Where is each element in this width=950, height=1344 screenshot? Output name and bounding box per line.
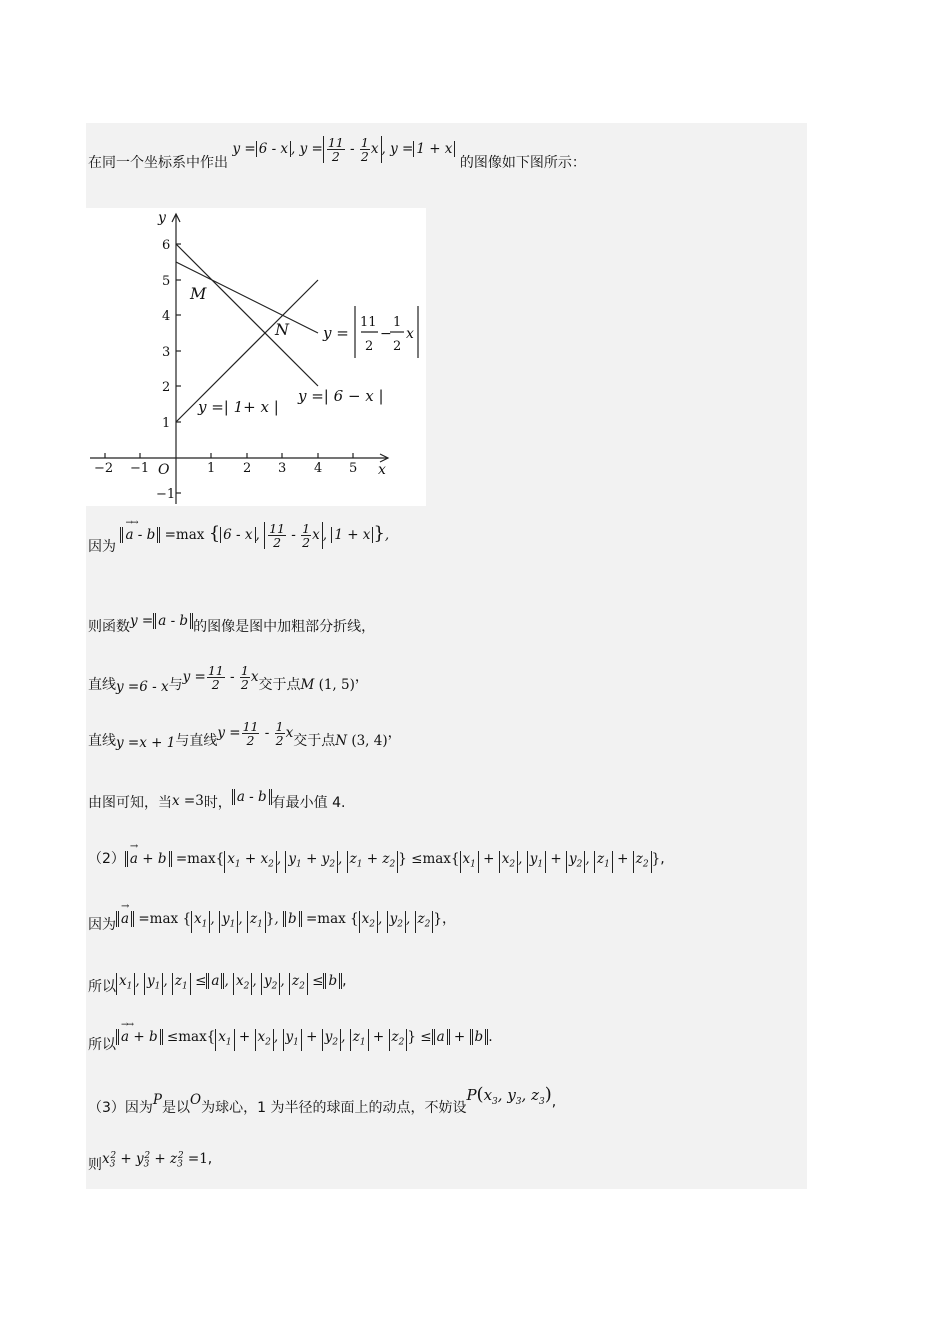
y-axis-label: y xyxy=(158,210,166,226)
x-tick-4: 4 xyxy=(314,461,323,476)
label3-num2: 1 xyxy=(393,315,402,330)
l4-point: M (1, 5) xyxy=(300,677,355,693)
l12-prefix: 则 xyxy=(88,1157,102,1173)
y-tick-marks xyxy=(176,244,181,493)
l4-eq1: y =6 - x xyxy=(116,679,169,695)
l9-prefix: 所以 xyxy=(88,979,116,995)
line1-label: y =| 1+ x | xyxy=(198,398,279,416)
l4-prefix: 直线 xyxy=(88,677,116,693)
l5-eq1: y =x + 1 xyxy=(116,735,176,751)
l7-formula: → a + b =max{ $x_1 + x_2$ , $y_1 + y_2$ , $z_1 + z_2$ } ≤max{ $x_1 + x_2$ , $y_1 + y_2$ , $z_1 + z_2$ } xyxy=(125,851,660,867)
l5-point: N (3, 4) xyxy=(335,733,388,749)
l2-formula: →→ a - b =max { 6 - x , $\frac{11}{2}$ - $\frac{1}{2}$ x , 1 + x }, xyxy=(120,527,389,543)
so-bounds-line: 所以 $x_1$ , $y_1$ , $z_1 \le a$ , $x_2$ , $y_2$ , $z_2 \le b$ , xyxy=(88,973,347,995)
l2-prefix: 因为 xyxy=(88,539,116,555)
l4-mid: 与 xyxy=(168,677,183,693)
l3-prefix: 则函数 xyxy=(88,619,130,635)
l11-o: O xyxy=(190,1092,202,1108)
l11-point: $P(x_3$, $y_3$, $z_3$) xyxy=(466,1084,552,1107)
line-6-minus-x xyxy=(176,244,318,386)
intro-after: 的图像如下图所示： xyxy=(459,155,586,171)
triangle-inequality-line: 所以→→ a + b ≤max{ $x_1 + x_2$ , $y_1 + y_2$ , $z_1 + z_2$ } ≤ a + b . xyxy=(88,1026,493,1051)
y-tick-neg1: −1 xyxy=(156,487,176,502)
y-tick-5: 5 xyxy=(162,274,171,289)
l8-prefix: 因为 xyxy=(88,917,116,933)
l6-suffix: 有最小值 4. xyxy=(271,795,346,811)
function-graph xyxy=(86,208,426,506)
line3-label-prefix: y = xyxy=(323,324,349,342)
l7-prefix: （2） xyxy=(88,851,125,867)
l6-expr: a - b xyxy=(232,789,272,805)
part3-line: （3）因为P是以O为球心，1 为半径的球面上的动点，不妨设$P(x_3$, $y_3$, $z_3$), xyxy=(88,1084,557,1116)
l6-prefix: 由图可知，当 xyxy=(88,795,172,811)
intro-before: 在同一个坐标系中作出 xyxy=(88,155,228,171)
intro-formula: y = 6 - x , y = $\frac{11}{2}$ - $\frac{1}{2}$ x , y = 1 + x xyxy=(232,141,455,157)
l8-formula: → a =max { $x_1$ , $y_1$ , $z_1$ }, b =max { $x_2$ , $y_2$ , $z_2$ } xyxy=(116,911,442,927)
l4-eq2: y = $\frac{11}{2}$ - $\frac{1}{2}$ x xyxy=(182,663,259,692)
norm-definition-line: 因为→ a =max { $x_1$ , $y_1$ , $z_1$ }, b =max { $x_2$ , $y_2$ , $z_2$ }， xyxy=(88,908,456,933)
l10-prefix: 所以 xyxy=(88,1037,116,1053)
l11-b: 是以 xyxy=(162,1100,191,1116)
l3-formula: y = a - b xyxy=(130,613,193,629)
minimum-line xyxy=(88,786,346,811)
y-tick-6: 6 xyxy=(162,238,171,253)
l9-formula: $x_1$ , $y_1$ , $z_1 \le a$ , $x_2$ , $y_2$ , $z_2 \le b$ xyxy=(116,973,342,989)
x-tick-5: 5 xyxy=(349,461,358,476)
l4-suffix: 交于点 xyxy=(258,677,301,693)
label3-minus: − xyxy=(380,326,392,342)
y-tick-1: 1 xyxy=(162,416,171,431)
l5-eq2: y = $\frac{11}{2}$ - $\frac{1}{2}$ x xyxy=(217,719,294,748)
l6-cond: x =3 xyxy=(172,793,204,809)
l3-suffix: 的图像是图中加粗部分折线， xyxy=(193,619,376,635)
part2-inequality-line: （2）→ a + b =max{ $x_1 + x_2$ , $y_1 + y_2$ , $z_1 + z_2$ } ≤max{ $x_1 + x_2$ , $y_1 + y_2$ , $z_1 + z_2$ }, xyxy=(88,848,665,873)
l6-mid: 时， xyxy=(203,795,232,811)
l11-a: （3）因为 xyxy=(88,1100,153,1116)
x-tick-neg2: −2 xyxy=(94,461,114,476)
x-axis-label: x xyxy=(378,462,386,478)
label3-x: x xyxy=(406,326,414,342)
max-definition-line xyxy=(88,521,390,555)
label3-num1: 11 xyxy=(360,315,377,330)
x-tick-2: 2 xyxy=(243,461,252,476)
l11-p: P xyxy=(152,1092,163,1108)
x-tick-marks xyxy=(105,453,353,458)
x-tick-3: 3 xyxy=(278,461,287,476)
y-tick-4: 4 xyxy=(162,309,171,324)
origin-label: O xyxy=(158,462,170,478)
point-n-label: N xyxy=(275,320,289,339)
label3-den1: 2 xyxy=(365,339,374,354)
intersection-m-line: 直线y =6 - x与y = $\frac{11}{2}$ - $\frac{1}{2}$ x交于点M (1, 5)， xyxy=(88,663,369,695)
l10-formula: →→ a + b ≤max{ $x_1 + x_2$ , $y_1 + y_2$ , $z_1 + z_2$ } ≤ a + b xyxy=(116,1029,488,1045)
intro-line xyxy=(88,135,586,171)
y-tick-3: 3 xyxy=(162,345,171,360)
line2-label: y =| 6 − x | xyxy=(298,387,384,405)
l12-formula: $x_3^2 + y_3^2 + z_3^2 =1$ xyxy=(102,1150,208,1170)
intersection-n-line: 直线y =x + 1与直线y = $\frac{11}{2}$ - $\frac{1}{2}$ x交于点N (3, 4)， xyxy=(88,719,402,751)
label3-den2: 2 xyxy=(393,339,402,354)
function-description-line xyxy=(88,610,376,635)
x-tick-1: 1 xyxy=(207,461,216,476)
l5-mid: 与直线 xyxy=(175,733,218,749)
l5-prefix: 直线 xyxy=(88,733,116,749)
sphere-equation-line: 则$x_3^2 + y_3^2 + z_3^2 =1$, xyxy=(88,1150,213,1173)
l5-suffix: 交于点 xyxy=(293,733,336,749)
x-tick-neg1: −1 xyxy=(130,461,150,476)
point-m-label: M xyxy=(190,284,207,303)
l11-c: 为球心，1 为半径的球面上的动点，不妨设 xyxy=(201,1100,467,1116)
y-tick-2: 2 xyxy=(162,380,171,395)
graph-svg xyxy=(86,208,426,506)
